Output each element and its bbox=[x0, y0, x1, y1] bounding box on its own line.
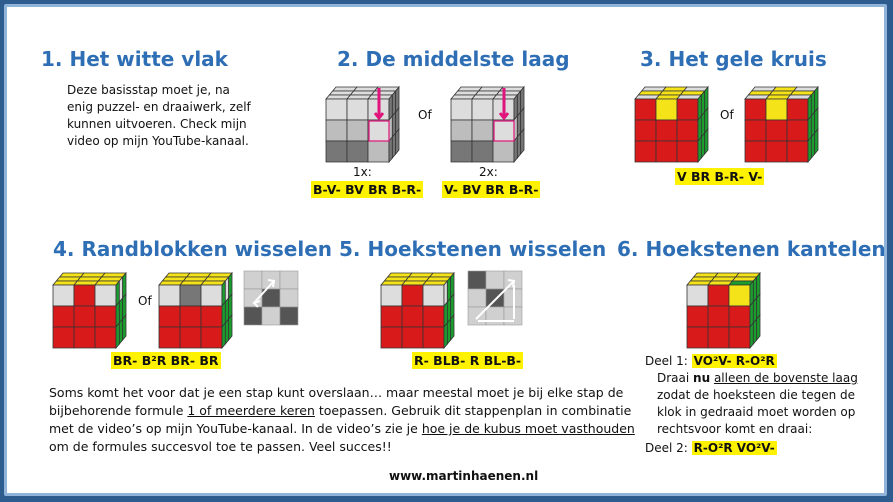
cube-side-facelet bbox=[757, 315, 760, 340]
cube-top-facelet bbox=[769, 91, 793, 95]
cube-front-facelet bbox=[472, 99, 493, 120]
cube-top-facelet bbox=[426, 277, 450, 281]
footer-line4: om de formules succesvol toe te passen. Veel succes!! bbox=[49, 439, 392, 454]
cube-front-facelet bbox=[787, 99, 808, 120]
diagram-cell bbox=[280, 289, 298, 307]
cube-top-facelet bbox=[180, 281, 204, 285]
cube-top-facelet bbox=[204, 277, 228, 281]
cube-front-facelet bbox=[326, 141, 347, 162]
diagram-cell bbox=[244, 307, 262, 325]
deel1-label: Deel 1: bbox=[645, 354, 688, 368]
cube-front-facelet bbox=[708, 327, 729, 348]
step5-title: 5. Hoekstenen wisselen bbox=[339, 237, 607, 261]
step2-count1: 1x: bbox=[353, 165, 372, 179]
step3-formula: V BR B-R- V- bbox=[677, 169, 763, 184]
cube-side-facelet bbox=[396, 129, 399, 154]
cube-front-facelet bbox=[656, 120, 677, 141]
deel1-formula: VO²V- R-O²R bbox=[693, 354, 775, 368]
cube-side-facelet bbox=[701, 133, 704, 158]
cube-top-facelet bbox=[708, 281, 732, 285]
cube-top-facelet bbox=[496, 91, 520, 95]
page-frame bbox=[4, 4, 887, 496]
cube-front-facelet bbox=[745, 99, 766, 120]
cube-front-facelet bbox=[635, 99, 656, 120]
diagram-cell bbox=[486, 289, 504, 307]
draai-underline: alleen de bovenste laag bbox=[713, 371, 858, 385]
diagram-cell bbox=[262, 307, 280, 325]
cube-top-facelet bbox=[329, 91, 353, 95]
diagram-cell bbox=[468, 289, 486, 307]
cube-front-facelet bbox=[201, 285, 222, 306]
cube-front-facelet bbox=[766, 120, 787, 141]
footer-line2-underline: 1 of meerdere keren bbox=[187, 403, 315, 418]
cube-top-facelet bbox=[684, 87, 708, 91]
footer-line1: Soms komt het voor dat je een stap kunt overslaan… maar meestal moet je bij elke stap de bbox=[49, 385, 624, 400]
cube-side-facelet bbox=[444, 323, 447, 348]
cube-front-facelet bbox=[687, 306, 708, 327]
cube-top-facelet bbox=[748, 91, 772, 95]
cube-front-facelet bbox=[53, 306, 74, 327]
step6-instruction bbox=[657, 370, 858, 387]
website-link[interactable]: www.martinhaenen.nl bbox=[389, 469, 539, 483]
step4-formula: BR- B²R BR- BR bbox=[113, 353, 219, 368]
cube-front-facelet bbox=[368, 141, 389, 162]
cube-front-facelet bbox=[493, 141, 514, 162]
footer-line3-underline: hoe je de kubus moet vasthouden bbox=[421, 421, 635, 436]
cube-top-facelet bbox=[326, 95, 350, 99]
cube-top-facelet bbox=[74, 281, 98, 285]
step1-title: 1. Het witte vlak bbox=[41, 47, 228, 71]
cube-side-facelet bbox=[119, 319, 122, 344]
cube-top-facelet bbox=[736, 273, 760, 277]
cube-front-facelet bbox=[708, 306, 729, 327]
cube-top-facelet bbox=[430, 273, 454, 277]
step6-deel2 bbox=[645, 440, 777, 457]
cube-front-facelet bbox=[74, 327, 95, 348]
cube-front-facelet bbox=[787, 120, 808, 141]
cube-front-facelet bbox=[381, 285, 402, 306]
cube-top-facelet bbox=[354, 87, 378, 91]
cube-top-facelet bbox=[371, 91, 395, 95]
cube-top-facelet bbox=[187, 273, 211, 277]
cube-front-facelet bbox=[95, 285, 116, 306]
cube-front-facelet bbox=[451, 99, 472, 120]
cube-front-facelet bbox=[159, 306, 180, 327]
cube-top-facelet bbox=[690, 277, 714, 281]
cube-top-facelet bbox=[656, 95, 680, 99]
footer-line2-b: toepassen. Gebruik dit stappenplan in combinatie bbox=[314, 403, 632, 418]
cube-yellow-cross-right bbox=[741, 83, 831, 163]
cube-edges-right bbox=[155, 269, 245, 349]
cube-top-facelet bbox=[454, 91, 478, 95]
cube-top-facelet bbox=[405, 277, 429, 281]
cube-front-facelet bbox=[368, 120, 389, 141]
cube-side-facelet bbox=[116, 323, 119, 348]
step6-line4: rechtsvoor komt en draai: bbox=[657, 422, 813, 436]
cube-front-facelet bbox=[656, 141, 677, 162]
cube-front-facelet bbox=[180, 327, 201, 348]
cube-top-facelet bbox=[745, 95, 769, 99]
cube-front-facelet bbox=[729, 327, 750, 348]
cube-top-facelet bbox=[102, 273, 126, 277]
cube-front-facelet bbox=[766, 99, 787, 120]
draai-bold: nu bbox=[693, 371, 711, 385]
cube-top-facelet bbox=[409, 273, 433, 277]
cube-top-facelet bbox=[166, 273, 190, 277]
cube-top-facelet bbox=[479, 87, 503, 91]
step2-or: Of bbox=[418, 108, 432, 122]
cube-front-facelet bbox=[423, 285, 444, 306]
step4-or: Of bbox=[138, 294, 152, 308]
cube-top-facelet bbox=[472, 95, 496, 99]
cube-top-facelet bbox=[794, 87, 818, 91]
cube-top-facelet bbox=[635, 95, 659, 99]
cube-front-facelet bbox=[729, 306, 750, 327]
cube-edges-left bbox=[49, 269, 139, 349]
cube-corners-swap bbox=[377, 269, 467, 349]
cube-front-facelet bbox=[656, 99, 677, 120]
cube-front-facelet bbox=[708, 285, 729, 306]
cube-top-facelet bbox=[81, 273, 105, 277]
cube-front-facelet bbox=[766, 141, 787, 162]
diagram-cell bbox=[280, 307, 298, 325]
step6-deel1 bbox=[645, 353, 777, 370]
edge-swap-diagram bbox=[244, 271, 300, 327]
step2-count2: 2x: bbox=[479, 165, 498, 179]
cube-front-facelet bbox=[451, 120, 472, 141]
cube-side-facelet bbox=[750, 323, 753, 348]
footer-text bbox=[49, 384, 635, 456]
cube-side-facelet bbox=[225, 319, 228, 344]
step2-formula2: V- BV BR B-R- bbox=[444, 182, 539, 197]
cube-front-facelet bbox=[423, 327, 444, 348]
cube-front-facelet bbox=[677, 99, 698, 120]
footer-line2-a: bijbehorende formule bbox=[49, 403, 188, 418]
cube-front-facelet bbox=[159, 327, 180, 348]
step4-title: 4. Randblokken wisselen bbox=[53, 237, 333, 261]
step1-body: Deze basisstap moet je, na enig puzzel- en draaiwerk, zelf kunnen uitvoeren. Check mijn video op mijn YouTube-kanaal. bbox=[67, 83, 251, 148]
cube-top-facelet bbox=[95, 281, 119, 285]
cube-front-facelet bbox=[423, 306, 444, 327]
cube-front-facelet bbox=[729, 285, 750, 306]
corner-swap-diagram bbox=[468, 271, 524, 327]
cube-top-facelet bbox=[388, 273, 412, 277]
diagram-cell bbox=[280, 271, 298, 289]
cube-side-facelet bbox=[705, 129, 708, 154]
footer-line3-a: met de video’s op mijn YouTube-kanaal. In de video’s zie je bbox=[49, 421, 422, 436]
cube-front-facelet bbox=[381, 327, 402, 348]
cube-top-facelet bbox=[183, 277, 207, 281]
step3-or: Of bbox=[720, 108, 734, 122]
cube-side-facelet bbox=[815, 129, 818, 154]
cube-side-facelet bbox=[447, 319, 450, 344]
cube-side-facelet bbox=[451, 315, 454, 340]
cube-top-facelet bbox=[98, 277, 122, 281]
cube-top-facelet bbox=[159, 281, 183, 285]
cube-top-facelet bbox=[732, 277, 756, 281]
cube-side-facelet bbox=[808, 137, 811, 162]
cube-side-facelet bbox=[753, 319, 756, 344]
cube-front-facelet bbox=[180, 306, 201, 327]
step6-line3: klok in gedraaid moet worden op bbox=[657, 405, 856, 419]
cube-front-facelet bbox=[687, 285, 708, 306]
cube-top-facelet bbox=[60, 273, 84, 277]
cube-top-facelet bbox=[384, 277, 408, 281]
cube-front-facelet bbox=[74, 306, 95, 327]
diagram-cell bbox=[468, 271, 486, 289]
cube-top-facelet bbox=[347, 95, 371, 99]
cube-side-facelet bbox=[123, 315, 126, 340]
cube-top-facelet bbox=[642, 87, 666, 91]
step6-title: 6. Hoekstenen kantelen bbox=[617, 237, 886, 261]
cube-top-facelet bbox=[766, 95, 790, 99]
cube-top-facelet bbox=[752, 87, 776, 91]
cube-top-facelet bbox=[423, 281, 447, 285]
cube-top-facelet bbox=[451, 95, 475, 99]
cube-top-facelet bbox=[350, 91, 374, 95]
diagram-cell bbox=[244, 271, 262, 289]
cube-front-facelet bbox=[745, 141, 766, 162]
step2-title: 2. De middelste laag bbox=[337, 47, 570, 71]
cube-side-facelet bbox=[811, 133, 814, 158]
cube-front-facelet bbox=[159, 285, 180, 306]
cube-front-facelet bbox=[201, 327, 222, 348]
cube-front-facelet bbox=[347, 141, 368, 162]
cube-front-facelet bbox=[53, 285, 74, 306]
cube-top-facelet bbox=[787, 95, 811, 99]
deel2-formula: R-O²R VO²V- bbox=[693, 441, 775, 455]
cube-front-facelet bbox=[53, 327, 74, 348]
cube-side-facelet bbox=[229, 315, 232, 340]
cube-top-facelet bbox=[694, 273, 718, 277]
cube-top-facelet bbox=[333, 87, 357, 91]
cube-front-facelet bbox=[745, 120, 766, 141]
cube-top-facelet bbox=[677, 95, 701, 99]
footer-line2 bbox=[49, 402, 635, 420]
cube-side-facelet bbox=[698, 137, 701, 162]
cube-top-facelet bbox=[715, 273, 739, 277]
deel2-label: Deel 2: bbox=[645, 441, 688, 455]
cube-top-facelet bbox=[729, 281, 753, 285]
cube-yellow-cross-left bbox=[631, 83, 721, 163]
step5-formula: R- BLB- R BL-B- bbox=[414, 353, 522, 368]
cube-top-facelet bbox=[475, 91, 499, 95]
cube-side-facelet bbox=[517, 133, 520, 158]
cube-front-facelet bbox=[347, 120, 368, 141]
cube-top-facelet bbox=[458, 87, 482, 91]
cube-front-facelet bbox=[677, 141, 698, 162]
cube-top-facelet bbox=[381, 281, 405, 285]
cube-middle-layer-left bbox=[322, 83, 412, 163]
cube-front-facelet bbox=[95, 306, 116, 327]
cube-front-facelet bbox=[74, 285, 95, 306]
cube-middle-layer-right bbox=[447, 83, 537, 163]
cube-top-facelet bbox=[663, 87, 687, 91]
cube-top-facelet bbox=[659, 91, 683, 95]
cube-front-facelet bbox=[472, 141, 493, 162]
cube-front-facelet bbox=[472, 120, 493, 141]
diagram-cell bbox=[486, 307, 504, 325]
cube-front-facelet bbox=[180, 285, 201, 306]
cube-corners-twist bbox=[683, 269, 773, 349]
cube-top-facelet bbox=[77, 277, 101, 281]
diagram-cell bbox=[468, 307, 486, 325]
cube-top-facelet bbox=[687, 281, 711, 285]
cube-front-facelet bbox=[402, 285, 423, 306]
cube-front-facelet bbox=[95, 327, 116, 348]
cube-front-facelet bbox=[687, 327, 708, 348]
step3-title: 3. Het gele kruis bbox=[640, 47, 827, 71]
cube-side-facelet bbox=[521, 129, 524, 154]
cube-top-facelet bbox=[53, 281, 77, 285]
cube-top-facelet bbox=[790, 91, 814, 95]
cube-front-facelet bbox=[402, 306, 423, 327]
cube-top-facelet bbox=[402, 281, 426, 285]
cube-top-facelet bbox=[680, 91, 704, 95]
cube-top-facelet bbox=[711, 277, 735, 281]
cube-top-facelet bbox=[201, 281, 225, 285]
cube-front-facelet bbox=[402, 327, 423, 348]
cube-front-facelet bbox=[451, 141, 472, 162]
cube-top-facelet bbox=[56, 277, 80, 281]
cube-front-facelet bbox=[493, 120, 514, 141]
cube-top-facelet bbox=[208, 273, 232, 277]
cube-front-facelet bbox=[381, 306, 402, 327]
cube-front-facelet bbox=[326, 120, 347, 141]
cube-top-facelet bbox=[773, 87, 797, 91]
cube-front-facelet bbox=[326, 99, 347, 120]
cube-front-facelet bbox=[201, 306, 222, 327]
cube-top-facelet bbox=[638, 91, 662, 95]
cube-front-facelet bbox=[787, 141, 808, 162]
cube-side-facelet bbox=[392, 133, 395, 158]
step2-formula1: B-V- BV BR B-R- bbox=[313, 182, 422, 197]
footer-line3 bbox=[49, 420, 635, 438]
diagram-cell bbox=[486, 271, 504, 289]
cube-front-facelet bbox=[347, 99, 368, 120]
step6-line2: zodat de hoeksteen die tegen de bbox=[657, 388, 856, 402]
cube-top-facelet bbox=[162, 277, 186, 281]
cube-front-facelet bbox=[677, 120, 698, 141]
cube-side-facelet bbox=[222, 323, 225, 348]
cube-front-facelet bbox=[635, 120, 656, 141]
cube-front-facelet bbox=[635, 141, 656, 162]
draai-text: Draai bbox=[657, 371, 694, 385]
